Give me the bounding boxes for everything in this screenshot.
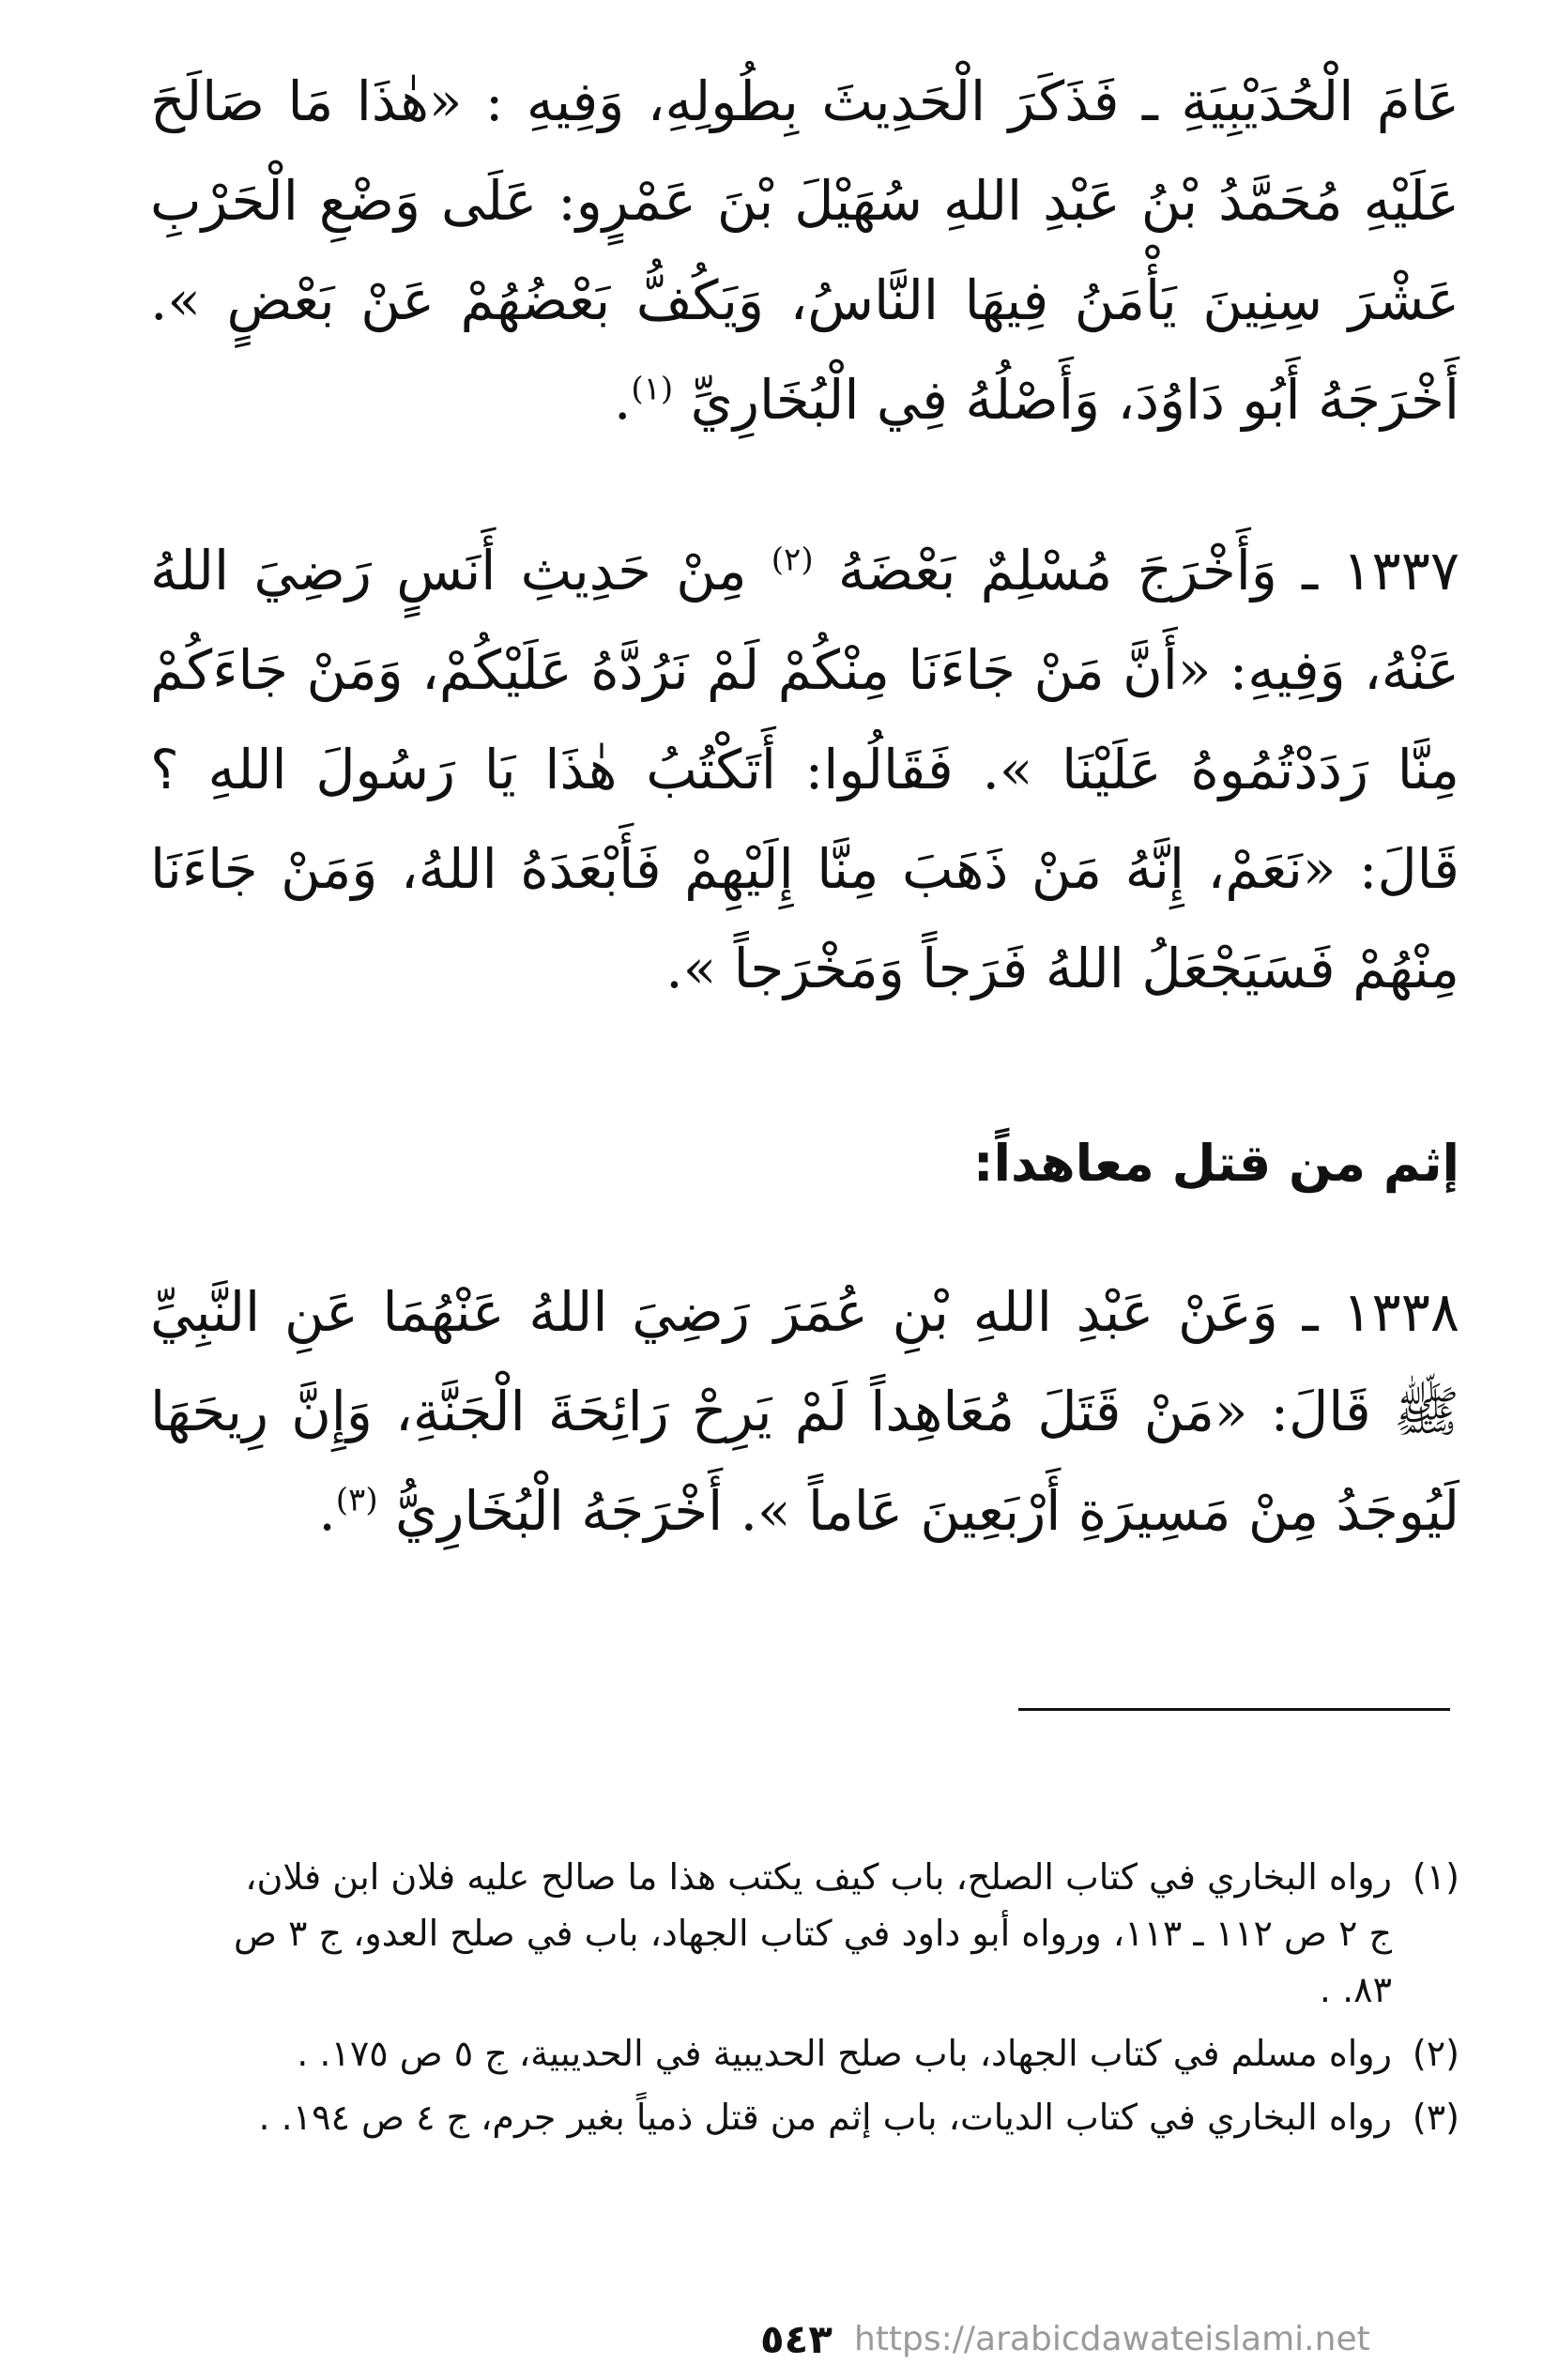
footnote: [211, 2025, 1459, 2082]
footnote-number: (٢): [1412, 2033, 1459, 2074]
footnote-ref: (٢): [771, 541, 814, 579]
footnote-divider: [1018, 1708, 1450, 1711]
footnote-ref: (٣): [335, 1481, 378, 1519]
footnote-text: رواه مسلم في كتاب الجهاد، باب صلح الحديبية في الحديبية، ج ٥ ص ١٧٥. .: [297, 2033, 1392, 2074]
paragraph-end: .: [318, 1479, 336, 1543]
page-number: ٥٤٣: [760, 2316, 833, 2362]
footnote-text: رواه البخاري في كتاب الصلح، باب كيف يكتب هذا ما صالح عليه فلان ابن فلان، ج ٢ ص ١١٢ ـ ١١٣، ورواه أبو داود في كتاب الجهاد، باب في صلح العدو، ج ٣ ص ٨٣. .: [233, 1856, 1392, 2010]
source-watermark: https://arabicdawateislami.net: [854, 2320, 1370, 2358]
paragraph-end: .: [613, 368, 632, 432]
footnote-number: (١): [1412, 1856, 1459, 1898]
hadith-paragraph: [150, 1262, 1459, 1561]
footnote: [211, 2089, 1459, 2145]
paragraph-text: مِنْ حَدِيثِ أَنَسٍ رَضِيَ اللهُ عَنْهُ، وَفِيهِ: «أَنَّ مَنْ جَاءَنَا مِنْكُمْ لَمْ نَرُدَّهُ عَلَيْكُمْ، وَمَنْ جَاءَكُمْ مِنَّا رَدَدْتُمُوهُ عَلَيْنَا ». فَقَالُوا: أَتَكْتُبُ هٰذَا يَا رَسُولَ اللهِ ؟ قَالَ: «نَعَمْ، إِنَّهُ مَنْ ذَهَبَ مِنَّا إِلَيْهِمْ فَأَبْعَدَهُ اللهُ، وَمَنْ جَاءَنَا مِنْهُمْ فَسَيَجْعَلُ اللهُ فَرَجاً وَمَخْرَجاً ».: [150, 539, 1459, 1000]
paragraph-text: ١٣٣٨ ـ وَعَنْ عَبْدِ اللهِ بْنِ عُمَرَ رَضِيَ اللهُ عَنْهُمَا عَنِ النَّبِيِّ ﷺ قَالَ: «مَنْ قَتَلَ مُعَاهِداً لَمْ يَرِحْ رَائِحَةَ الْجَنَّةِ، وَإِنَّ رِيحَهَا لَيُوجَدُ مِنْ مَسِيرَةِ أَرْبَعِينَ عَاماً ». أَخْرَجَهُ الْبُخَارِيُّ: [150, 1280, 1459, 1543]
page-footer: [713, 2316, 1389, 2363]
footnotes: [211, 1849, 1459, 2153]
footnote-number: (٣): [1412, 2097, 1459, 2138]
footnote-text: رواه البخاري في كتاب الديات، باب إثم من قتل ذمياً بغير جرم، ج ٤ ص ١٩٤. .: [258, 2097, 1392, 2138]
paragraph-text: ١٣٣٧ ـ وَأَخْرَجَ مُسْلِمٌ بَعْضَهُ: [837, 539, 1460, 603]
section-heading: إثم من قتل معاهداً:: [972, 1134, 1459, 1193]
hadith-paragraph: [150, 52, 1459, 450]
hadith-paragraph: [150, 521, 1459, 1018]
footnote: [211, 1849, 1459, 2018]
footnote-ref: (١): [631, 370, 674, 408]
paragraph-text: عَامَ الْحُدَيْبِيَةِ ـ فَذَكَرَ الْحَدِيثَ بِطُولِهِ، وَفِيهِ : «هٰذَا مَا صَالَحَ عَلَيْهِ مُحَمَّدُ بْنُ عَبْدِ اللهِ سُهَيْلَ بْنَ عَمْرٍو: عَلَى وَضْعِ الْحَرْبِ عَشْرَ سِنِينَ يَأْمَنُ فِيهَا النَّاسُ، وَيَكُفُّ بَعْضُهُمْ عَنْ بَعْضٍ ». أَخْرَجَهُ أَبُو دَاوُدَ، وَأَصْلُهُ فِي الْبُخَارِيِّ: [150, 69, 1459, 432]
